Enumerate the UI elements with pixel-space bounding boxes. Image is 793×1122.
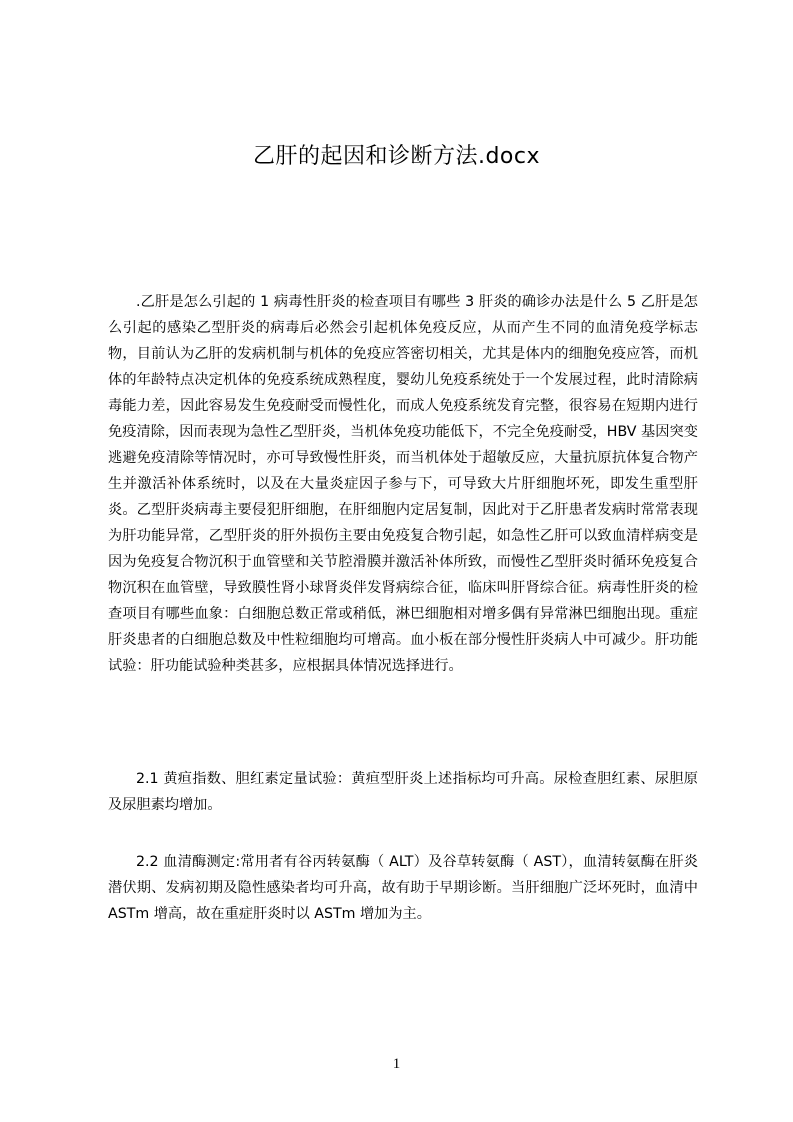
document-title: 乙肝的起因和诊断方法.docx <box>252 144 541 169</box>
body-paragraph-1: .乙肝是怎么引起的 1 病毒性肝炎的检查项目有哪些 3 肝炎的确诊办法是什么 5 乙肝是怎么引起的感染乙型肝炎的病毒后必然会引起机体免疫反应，从而产生不同的血清免疫学标志物，目前认为乙肝的发病机制与机体的免疫应答密切相关，尤其是体内的细胞免疫应答，而机体的年龄特点决定机体的免疫系统成熟程度，婴幼儿免疫系统处于一个发展过程，此时清除病毒能力差，因此容易发生免疫耐受而慢性化，而成人免疫系统发育完整，很容易在短期内进行免疫清除，因而表现为急性乙型肝炎，当机体免疫功能低下，不完全免疫耐受，HBV 基因突变逃避免疫清除等情况时，亦可导致慢性肝炎，而当机体处于超敏反应，大量抗原抗体复合物产生并激活补体系统时，以及在大量炎症因子参与下，可导致大片肝细胞坏死，即发生重型肝炎。乙型肝炎病毒主要侵犯肝细胞，在肝细胞内定居复制，因此对于乙肝患者发病时常常表现为肝功能异常，乙型肝炎的肝外损伤主要由免疫复合物引起，如急性乙肝可以致血清样病变是因为免疫复合物沉积于血管壁和关节腔滑膜并激活补体所致，而慢性乙型肝炎时循环免疫复合物沉积在血管壁，导致膜性肾小球肾炎伴发肾病综合征，临床叫肝肾综合征。病毒性肝炎的检查项目有哪些血象：白细胞总数正常或稍低，淋巴细胞相对增多偶有异常淋巴细胞出现。重症肝炎患者的白细胞总数及中性粒细胞均可增高。血小板在部分慢性肝炎病人中可减少。肝功能试验：肝功能试验种类甚多，应根据具体情况选择进行。 <box>108 294 698 674</box>
body-paragraph-3: 2.2 血清酶测定:常用者有谷丙转氨酶（ ALT）及谷草转氨酶（ AST），血清转氨酶在肝炎潜伏期、发病初期及隐性感染者均可升高，故有助于早期诊断。当肝细胞广泛坏死时，血清中 ASTm 增高，故在重症肝炎时以 ASTm 增加为主。 <box>108 854 698 922</box>
page-number: 1 <box>392 1056 401 1072</box>
body-paragraph-2: 2.1 黄疸指数、胆红素定量试验：黄疸型肝炎上述指标均可升高。尿检查胆红素、尿胆原及尿胆素均增加。 <box>108 771 698 813</box>
